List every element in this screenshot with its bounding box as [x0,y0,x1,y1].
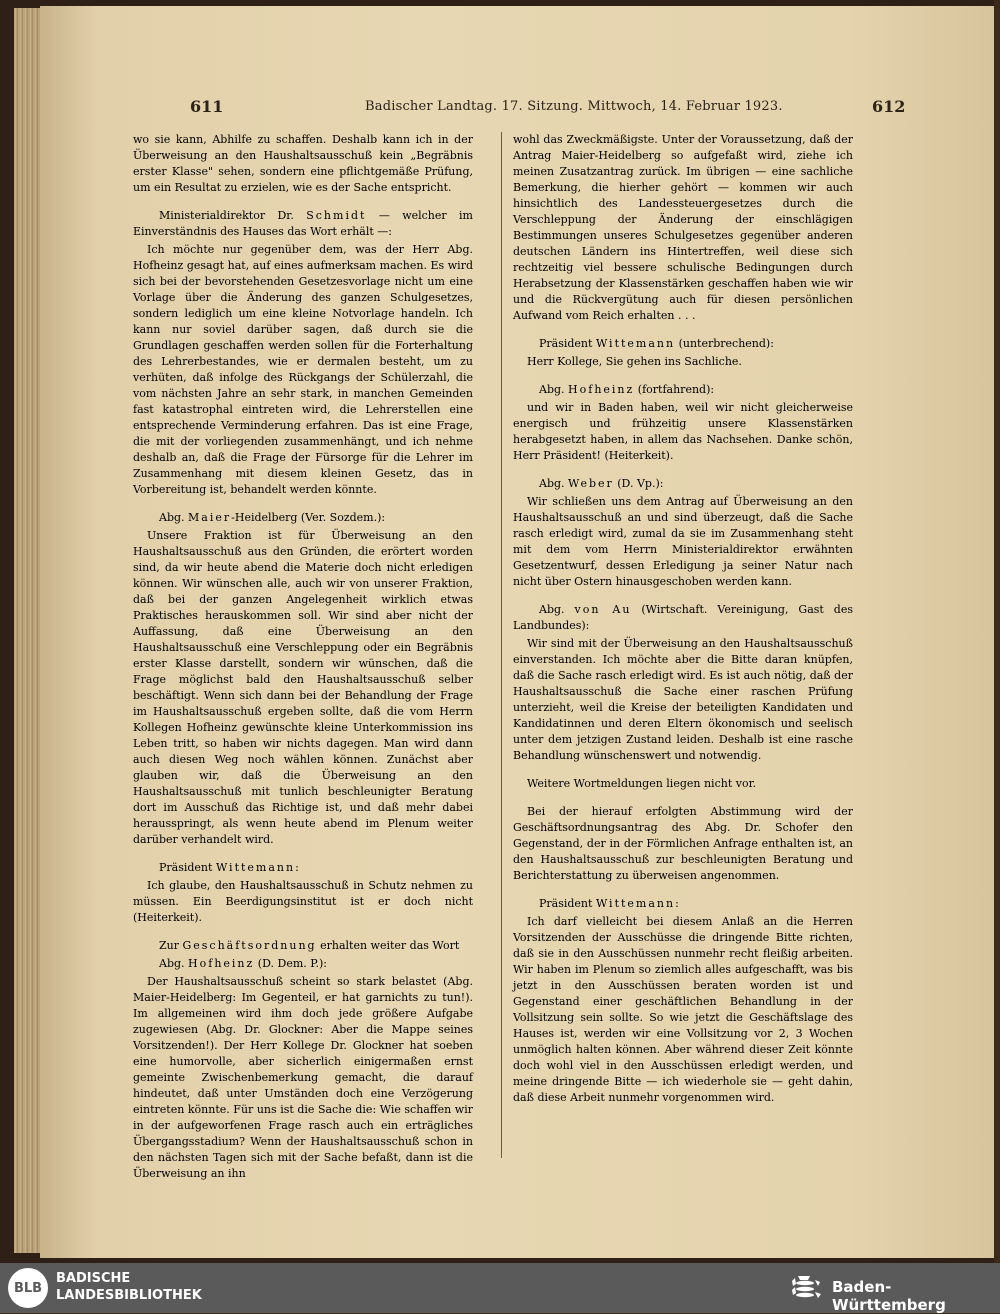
speaker-suffix: (D. Dem. P.): [254,957,327,970]
scan-edge [994,0,1000,1263]
page-header [40,97,994,119]
paragraph: Wir sind mit der Überweisung an den Haushaltsausschuß einverstanden. Ich möchte aber die Bitte daran knüpfen, daß die Sache rasch erledigt wird. Es ist auch nötig, daß der Haushaltsausschuß die Sache einer raschen Prüfung unterzieht, weil die Kreise der beteiligten Kandidaten und Kandidatinnen und deren Eltern ökonomisch und seelisch unter dem jetzigen Zustand leiden. Deshalb ist eine rasche Behandlung wünschenswert und notwendig. [513,637,853,762]
coat-of-arms-icon [790,1272,824,1304]
paragraph: Unsere Fraktion ist für Überweisung an den Haushaltsausschuß aus den Gründen, die erörtert worden sind, da wir heute abend die Materie doch nicht erledigen können. Wir wünschen alle, auch wir von unserer Fraktion, daß bei der ganzen Angelegenheit wirklich etwas Praktisches herauskommen soll. Wir sind aber nicht der Auffassung, daß eine Überweisung an den Haushaltsausschuß eine Verschleppung oder ein Begräbnis erster Klasse darstellt, sondern wir wünschen, daß die Frage möglichst bald den Haushaltsausschuß selber beschäftigt. Wenn sich dann bei der Behandlung der Frage im Haushaltsausschuß ergeben sollte, daß die vom Herrn Kollegen Hofheinz gewünschte kleine Unterkommission ins Leben tritt, so haben wir nichts dagegen. Man wird dann auch diesen Weg noch wählen können. Zunächst aber glauben wir, daß die Überweisung an den Haushaltsausschuß mit tunlich beschleunigter Beratung dort im Ausschuß das Richtige ist, und daß mehr dabei herausspringt, als wenn heute abend im Plenum weiter darüber verhandelt wird. [133,529,473,846]
speaker-name: von Au [574,603,632,616]
speaker-name: Wittemann [595,897,676,910]
library-name-line1: BADISCHE [56,1271,131,1286]
speaker-name: Schmidt [306,209,367,222]
text-column-right [513,132,853,1118]
speaker-name: Wittemann [595,337,676,350]
speaker-prefix: Abg. [539,603,575,616]
speaker-heading [133,938,473,954]
speaker-heading [513,896,853,912]
speaker-name: Geschäftsordnung [182,939,317,952]
speaker-suffix: (D. Vp.): [613,477,664,490]
speaker-heading [133,860,473,876]
speaker-suffix: (fortfahrend): [634,383,715,396]
speaker-prefix: Zur [159,939,183,952]
speaker-suffix: (unterbrechend): [675,337,774,350]
speaker-heading [513,602,853,634]
speaker-suffix: (Wirtschaft. Vereinigung, Gast des Landbundes): [513,603,853,632]
speaker-prefix: Abg. [159,957,189,970]
speaker-prefix: Abg. [159,511,189,524]
running-head: Badischer Landtag. 17. Sitzung. Mittwoch, 14. Februar 1923. [365,99,783,114]
speaker-heading [133,510,473,526]
paragraph: Ich möchte nur gegenüber dem, was der Herr Abg. Hofheinz gesagt hat, auf eines aufmerksam machen. Es wird sich bei der bevorstehenden Gesetzesvorlage nicht um eine Vorlage über die Änderung des ganzen Schulgesetzes, sondern lediglich um eine kleine Notvorlage handeln. Ich kann nur soviel darüber sagen, daß durch sie die Grundlagen geschaffen werden sollen für die Forterhaltung des Lehrerbestandes, wie er dermalen besteht, um zu verhüten, daß infolge des Rückgangs der Schülerzahl, die vom nächsten Jahre an sehr stark, in manchen Gemeinden fast katastrophal eintreten wird, die Lehrerstellen eine entsprechende Verminderung erfahren. Das ist eine Frage, die mit der vorliegenden zusammenhängt, und ich nehme deshalb an, daß die Frage der Fürsorge für die Lehrer im Zusammenhang mit diesem kleinen Gesetz, das in Vorbereitung ist, behandelt werden könnte. [133,243,473,496]
paragraph: Wir schließen uns dem Antrag auf Überweisung an den Haushaltsausschuß an und sind überzeugt, daß die Sache rasch erledigt wird, zumal da sie im Zusammenhang steht mit dem vom Herrn Ministerialdirektor erwähnten Gesetzentwurf, dessen Erledigung ja seiner Natur nach nicht über Ostern hinausgeschoben werden kann. [513,495,853,588]
paragraph: Bei der hierauf erfolgten Abstimmung wird der Geschäftsordnungsantrag des Abg. Dr. Schofer den Gegenstand, der in der Förmlichen Anfrage enthalten ist, an den Haushaltsausschuß zur beschleunigten Beratung und Berichterstattung zu überweisen angenommen. [513,805,853,882]
paragraph: Ich glaube, den Haushaltsausschuß in Schutz nehmen zu müssen. Ein Beerdigungsinstitut ist er doch nicht (Heiterkeit). [133,879,473,924]
text-column-left [133,132,473,1194]
paragraph: wo sie kann, Abhilfe zu schaffen. Deshalb kann ich in der Überweisung an den Haushaltsausschuß kein „Begräbnis erster Klasse" sehen, sondern eine pflichtgemäße Prüfung, um ein Resultat zu erzielen, wie es der Sache entspricht. [133,133,473,194]
paragraph: Ich darf vielleicht bei diesem Anlaß an die Herren Vorsitzenden der Ausschüsse die dringende Bitte richten, daß sie in den Ausschüssen nunmehr recht fleißig arbeiten. Wir haben im Plenum so ziemlich alles aufgeschafft, was bis jetzt in den Ausschüssen beraten worden ist und Gegenstand einer geschäftlichen Behandlung in der Vollsitzung sein sollte. So wie jetzt die Geschäftslage des Hauses ist, werden wir eine Vollsitzung vor 2, 3 Wochen unmöglich halten können. Aber während dieser Zeit könnte doch wohl viel in den Ausschüssen erledigt werden, und meine dringende Bitte — ich wiederhole sie — geht dahin, daß diese Arbeit nunmehr vorgenommen wird. [513,915,853,1104]
paragraph: Der Haushaltsausschuß scheint so stark belastet (Abg. Maier-Heidelberg: Im Gegenteil, er hat garnichts zu tun!). Im allgemeinen wird ihm doch jede größere Aufgabe zugewiesen (Abg. Dr. Glockner: Aber die Mappe seines Vorsitzenden!). Der Herr Kollege Dr. Glockner hat soeben eine humorvolle, aber sicherlich einigermaßen ernst gemeinte Zwischenbemerkung gemacht, die darauf hindeutet, daß unter Umständen doch eine Verzögerung eintreten könnte. Für uns ist die Sache die: Wie schaffen wir in der aufgeworfenen Frage rasch auch ein erträgliches Übergangsstadium? Wenn der Haushaltsausschuß schon in den nächsten Tagen sich mit der Sache befaßt, dann ist die Überweisung an ihn [133,975,473,1180]
speaker-suffix: -Heidelberg (Ver. Sozdem.): [231,511,386,524]
paragraph: Herr Kollege, Sie gehen ins Sachliche. [527,355,742,368]
speaker-heading [513,382,853,398]
library-name[interactable] [56,1270,202,1304]
speaker-prefix: Abg. [539,383,569,396]
library-name-line2: LANDESBIBLIOTHEK [56,1288,202,1303]
speaker-prefix: Präsident [159,861,216,874]
speaker-suffix: — welcher im Einverständnis des Hauses das Wort erhält —: [133,209,473,238]
speaker-name: Wittemann [215,861,296,874]
paragraph: Weitere Wortmeldungen liegen nicht vor. [527,777,757,790]
speaker-heading [513,336,853,352]
speaker-heading [133,956,473,972]
column-divider [501,132,502,1158]
footer-bar [0,1263,1000,1313]
speaker-heading [513,476,853,492]
speaker-name: Hofheinz [188,957,255,970]
speaker-prefix: Abg. [539,477,569,490]
speaker-prefix: Präsident [539,897,596,910]
page-number-left: 611 [190,97,224,116]
state-name[interactable]: Baden-Württemberg [832,1278,946,1314]
speaker-suffix: : [675,897,679,910]
speaker-prefix: Ministerialdirektor Dr. [159,209,307,222]
speaker-name: Maier [188,511,232,524]
speaker-suffix: : [295,861,299,874]
paragraph: wohl das Zweckmäßigste. Unter der Voraussetzung, daß der Antrag Maier-Heidelberg so aufgefaßt wird, ziehe ich meinen Zusatzantrag zurück. Im übrigen — eine sachliche Bemerkung, die hierher gehört — kommen wir auch hinsichtlich des Landessteuergesetzes durch die Verschleppung der Änderung der einschlägigen Bestimmungen unseres Schulgesetzes gegenüber anderen deutschen Ländern ins Hintertreffen, weil diese sich rechtzeitig viel bessere schulische Bedingungen durch Herabsetzung der Klassenstärken geschaffen haben wie wir und die Rückvergütung auch für diesen persönlichen Aufwand vom Reich erhalten . . . [513,133,853,322]
speaker-name: Weber [568,477,614,490]
page-number-right: 612 [872,97,906,116]
speaker-name: Hofheinz [568,383,635,396]
blb-logo-icon[interactable]: BLB [8,1268,48,1308]
speaker-heading [133,208,473,240]
paragraph: und wir in Baden haben, weil wir nicht gleicherweise energisch und frühzeitig unsere Klassenstärken herabgesetzt haben, in allem das Nachsehen. Danke schön, Herr Präsident! (Heiterkeit). [513,401,853,462]
speaker-suffix: erhalten weiter das Wort [316,939,460,952]
speaker-prefix: Präsident [539,337,596,350]
